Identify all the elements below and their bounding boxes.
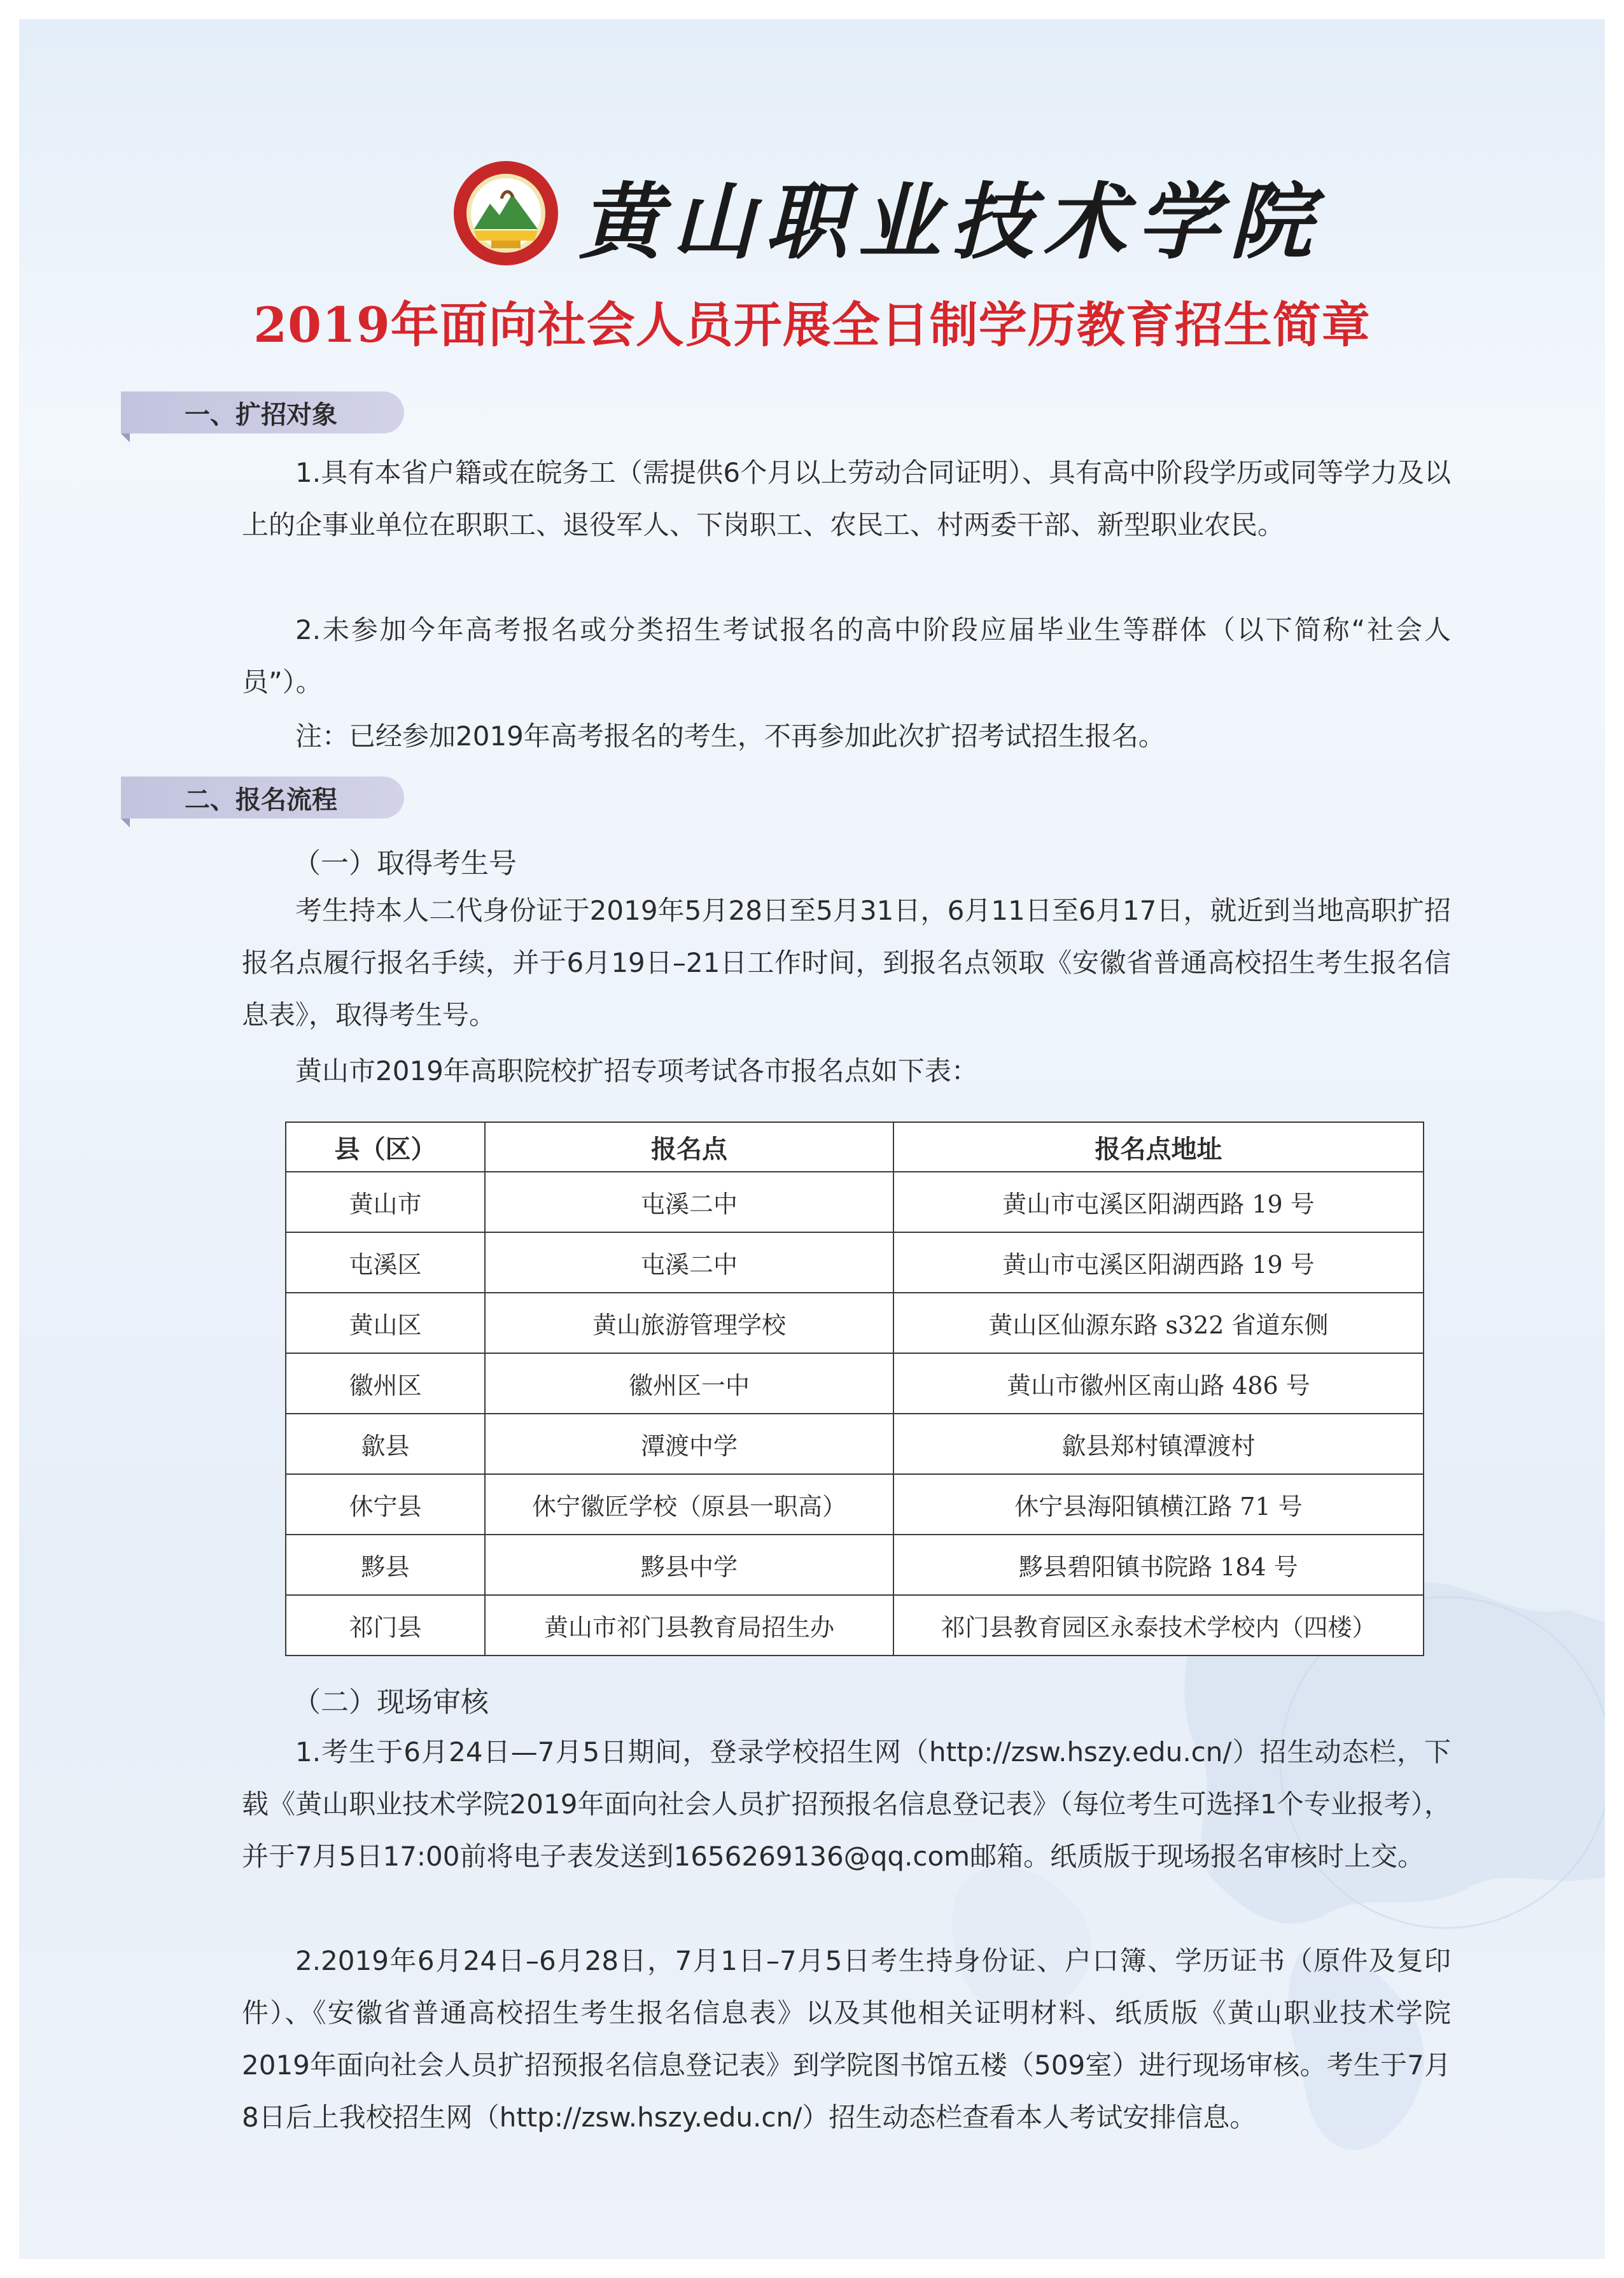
- paragraph: 1.具有本省户籍或在皖务工（需提供6个月以上劳动合同证明）、具有高中阶段学历或同等学力及以上的企事业单位在职职工、退役军人、下岗职工、农民工、村两委干部、新型职业农民。: [242, 457, 1451, 540]
- table-cell: 歙县郑村镇潭渡村: [893, 1414, 1424, 1474]
- table-row: [286, 1232, 1424, 1293]
- page-title: 2019年面向社会人员开展全日制学历教育招生简章: [253, 297, 1371, 353]
- table-cell: 徽州区一中: [485, 1353, 893, 1414]
- table-cell: 黄山市: [286, 1172, 485, 1232]
- table-cell: 祁门县: [286, 1595, 485, 1656]
- note-paragraph: 注：已经参加2019年高考报名的考生，不再参加此次扩招考试招生报名。: [295, 721, 1165, 752]
- table-row: [286, 1595, 1424, 1656]
- section-label: 一、扩招对象: [185, 399, 337, 430]
- table-cell: 黄山市徽州区南山路 486 号: [893, 1353, 1424, 1414]
- table-cell: 歙县: [286, 1414, 485, 1474]
- table-cell: 黄山区仙源东路 s322 省道东侧: [893, 1293, 1424, 1353]
- table-header-row: [286, 1122, 1424, 1172]
- table-row: [286, 1414, 1424, 1474]
- table-row: [286, 1172, 1424, 1232]
- table-cell: 休宁县: [286, 1474, 485, 1535]
- subheading: （一）取得考生号: [293, 847, 517, 880]
- table-cell: 徽州区: [286, 1353, 485, 1414]
- table-cell: 潭渡中学: [485, 1414, 893, 1474]
- column-header: 报名点地址: [893, 1122, 1424, 1172]
- table-cell: 屯溪区: [286, 1232, 485, 1293]
- school-seal-logo: [452, 159, 560, 267]
- school-name-calligraphy: 黄山职业技术学院: [579, 173, 1323, 271]
- page-background: [19, 19, 1605, 2259]
- paragraph: 2.2019年6月24日–6月28日，7月1日–7月5日考生持身份证、户口簿、学历证书（原件及复印件）、《安徽省普通高校招生考生报名信息表》以及其他相关证明材料、纸质版《黄山职业技术学院2019年面向社会人员扩招预报名信息登记表》到学院图书馆五楼（509室）进行现场审核。考生于7月8日后上我校招生网（http://zsw.hszy.edu.cn/）招生动态栏查看本人考试安排信息。: [242, 1945, 1451, 2133]
- table-cell: 祁门县教育园区永泰技术学校内（四楼）: [893, 1595, 1424, 1656]
- table-cell: 休宁徽匠学校（原县一职高）: [485, 1474, 893, 1535]
- table-cell: 黄山区: [286, 1293, 485, 1353]
- table-cell: 黟县碧阳镇书院路 184 号: [893, 1535, 1424, 1595]
- paragraph: 黄山市2019年高职院校扩招专项考试各市报名点如下表：: [295, 1055, 978, 1086]
- table-row: [286, 1293, 1424, 1353]
- section-label: 二、报名流程: [185, 784, 337, 815]
- table-cell: 黄山市祁门县教育局招生办: [485, 1595, 893, 1656]
- table-cell: 休宁县海阳镇横江路 71 号: [893, 1474, 1424, 1535]
- paragraph: 1.考生于6月24日—7月5日期间，登录学校招生网（http://zsw.hszy.edu.cn/）招生动态栏，下载《黄山职业技术学院2019年面向社会人员扩招预报名信息登记表》（每位考生可选择1个专业报考），并于7月5日17:00前将电子表发送到1656269136@qq.com邮箱。纸质版于现场报名审核时上交。: [242, 1736, 1451, 1872]
- header: [19, 134, 1605, 271]
- subheading: （二）现场审核: [293, 1686, 489, 1719]
- registration-sites-table: [285, 1121, 1424, 1656]
- table-cell: 屯溪二中: [485, 1232, 893, 1293]
- paragraph: 考生持本人二代身份证于2019年5月28日至5月31日，6月11日至6月17日，就近到当地高职扩招报名点履行报名手续，并于6月19日–21日工作时间，到报名点领取《安徽省普通高校招生考生报名信息表》，取得考生号。: [242, 895, 1451, 1030]
- column-header: 县（区）: [286, 1122, 485, 1172]
- table-cell: 黄山市屯溪区阳湖西路 19 号: [893, 1232, 1424, 1293]
- table-cell: 黄山旅游管理学校: [485, 1293, 893, 1353]
- table-cell: 黟县: [286, 1535, 485, 1595]
- table-cell: 屯溪二中: [485, 1172, 893, 1232]
- section-tag-process: [121, 777, 404, 819]
- table-row: [286, 1535, 1424, 1595]
- column-header: 报名点: [485, 1122, 893, 1172]
- section-tag-targets: [121, 391, 404, 433]
- table-row: [286, 1474, 1424, 1535]
- table-cell: 黄山市屯溪区阳湖西路 19 号: [893, 1172, 1424, 1232]
- paragraph: 2.未参加今年高考报名或分类招生考试报名的高中阶段应届毕业生等群体（以下简称“社会人员”）。: [242, 614, 1451, 698]
- table-cell: 黟县中学: [485, 1535, 893, 1595]
- table-row: [286, 1353, 1424, 1414]
